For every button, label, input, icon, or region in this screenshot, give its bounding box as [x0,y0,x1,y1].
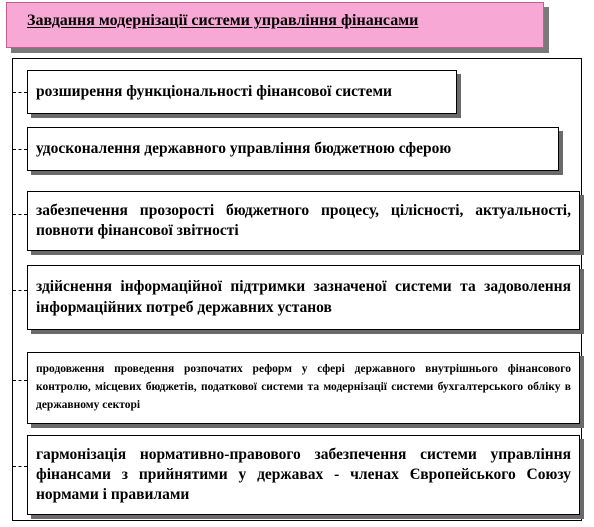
task-box-2 [27,127,559,171]
connector-6 [13,466,27,467]
task-text-6: гармонізація нормативно-правового забезпечення системи управління фінансами з прийнятими у державах - членах Європейського Союзу нормами і правилами [36,445,571,504]
task-box-1 [27,70,457,114]
task-text-4: здійснення інформаційної підтримки зазначеної системи та задоволення інформаційних потреб державних установ [36,278,571,316]
task-text-2: удосконалення державного управління бюджетною сферою [36,139,452,157]
task-text-5: продовження проведення розпочатих реформ у сфері державного внутрішнього фінансового контролю, місцевих бюджетів, податкової системи та модернізації системи бухгалтерського обліку в державному секторі [36,363,571,411]
diagram-title: Завдання модернізації системи управління фінансами [27,12,419,29]
diagram-title-box [6,2,544,48]
task-box-6 [27,435,580,515]
connector-1 [13,92,27,93]
connector-3 [13,214,27,215]
task-box-5 [27,352,580,424]
task-text-1: розширення функціональності фінансової системи [36,82,392,100]
task-box-4 [27,265,580,330]
connector-4 [13,290,27,291]
task-box-3 [27,191,580,251]
task-text-3: забезпечення прозорості бюджетного процесу, цілісності, актуальності, повноти фінансової звітності [36,201,571,239]
connector-2 [13,149,27,150]
connector-5 [13,380,27,381]
